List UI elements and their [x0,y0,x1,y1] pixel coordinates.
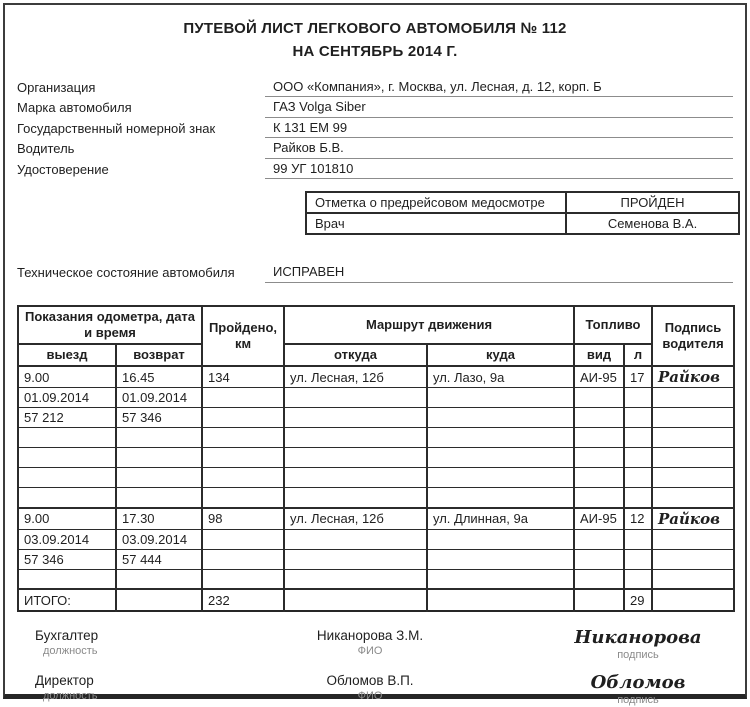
med-check-status: ПРОЙДЕН [566,192,739,213]
trip-cell [284,549,427,569]
trip-cell: 98 [202,508,284,530]
header-distance: Пройдено, км [202,306,284,367]
trip-cell: 01.09.2014 [116,388,202,408]
trip-cell: ул. Лесная, 12б [284,366,427,388]
signature-caption: подпись [617,649,659,662]
trip-cell [284,529,427,549]
trip-cell [116,428,202,448]
organization-value: ООО «Компания», г. Москва, ул. Лесная, д. 12, корп. Б [265,80,733,98]
driver-value: Райков Б.В. [265,141,733,159]
page-title [17,17,733,64]
driver-signature-cell [652,408,734,428]
header-driver-signature: Подпись водителя [652,306,734,367]
trip-cell [427,448,574,468]
trip-cell [427,428,574,448]
trip-cell [427,529,574,549]
trip-row [18,448,734,468]
position-caption: должность [43,645,98,658]
driver-signature-cell [652,589,734,611]
medical-check-table [305,191,740,235]
trip-cell: 16.45 [116,366,202,388]
trip-cell [624,488,652,508]
trip-cell [624,549,652,569]
field-label: Государственный номерной знак [17,120,216,136]
position-title: Бухгалтер [35,628,99,644]
signature-caption: подпись [617,694,659,707]
handwritten-signature: Обломов [590,672,686,694]
total-cell [284,589,427,611]
trip-row [18,428,734,448]
trip-cell [202,549,284,569]
trip-row [18,488,734,508]
trip-cell [624,468,652,488]
trip-cell [624,388,652,408]
tech-state-row [17,265,733,283]
trip-cell [624,569,652,589]
trip-row [18,569,734,589]
name-caption: ФИО [357,690,383,703]
driver-signature-cell [652,569,734,589]
trip-cell [427,468,574,488]
info-row-license [17,162,733,180]
trip-cell [574,488,624,508]
trip-cell [427,388,574,408]
trip-cell [624,529,652,549]
trip-cell: 134 [202,366,284,388]
trip-cell: 57 212 [18,408,116,428]
field-label: Марка автомобиля [17,100,132,115]
trip-cell: АИ-95 [574,366,624,388]
driver-signature-cell [652,428,734,448]
driver-signature-cell: Райков [652,508,734,530]
trip-cell [574,448,624,468]
trip-cell [574,569,624,589]
trip-row [18,388,734,408]
header-odometer: Показания одометра, дата и время [18,306,202,345]
trip-table-header [18,306,734,367]
car-brand-value: ГАЗ Volga Siber [265,100,733,118]
header-to: куда [427,344,574,366]
driver-signature-cell [652,388,734,408]
trip-cell [18,468,116,488]
trip-cell [284,388,427,408]
info-row-driver [17,141,733,159]
trip-cell [202,388,284,408]
driver-signature-cell [652,468,734,488]
trip-row [18,508,734,530]
trip-cell [284,428,427,448]
plate-number-value: К 131 ЕМ 99 [265,121,733,139]
signature-entry-director [17,673,733,707]
signatures-block [17,628,733,707]
trip-cell [202,529,284,549]
trip-cell [427,549,574,569]
trip-cell [202,569,284,589]
trip-cell [284,408,427,428]
trip-cell [18,448,116,468]
driver-signature-cell [652,448,734,468]
total-cell: 232 [202,589,284,611]
field-label: Организация [17,79,96,95]
trip-cell [624,408,652,428]
trip-cell [202,428,284,448]
trip-cell: 9.00 [18,508,116,530]
trip-cell: 9.00 [18,366,116,388]
trip-cell [18,569,116,589]
trip-cell: 57 346 [18,549,116,569]
trip-cell: ул. Длинная, 9а [427,508,574,530]
trip-cell: 01.09.2014 [18,388,116,408]
waybill-document [3,3,747,707]
trip-cell: 03.09.2014 [18,529,116,549]
signature-entry-accountant [17,628,733,662]
tech-state-label: Техническое состояние автомобиля [17,265,235,280]
header-depart: выезд [18,344,116,366]
total-cell [574,589,624,611]
trip-cell [202,488,284,508]
info-row-organization [17,80,733,98]
trip-cell [116,448,202,468]
tech-state-value: ИСПРАВЕН [265,265,733,283]
total-cell: ИТОГО: [18,589,116,611]
trip-cell [116,468,202,488]
name-caption: ФИО [357,645,383,658]
trip-cell [284,448,427,468]
header-from: откуда [284,344,427,366]
handwritten-signature: Никанорова [574,627,702,649]
trip-cell [427,408,574,428]
trip-cell [427,488,574,508]
title-line-1: ПУТЕВОЙ ЛИСТ ЛЕГКОВОГО АВТОМОБИЛЯ № 112 [183,20,567,37]
trip-row [18,366,734,388]
trip-cell [116,569,202,589]
driver-signature-cell: Райков [652,366,734,388]
trip-row [18,468,734,488]
position-title: Директор [35,673,94,689]
total-row [18,589,734,611]
trip-cell [18,428,116,448]
license-value: 99 УГ 101810 [265,162,733,180]
trip-cell [574,408,624,428]
trip-row [18,549,734,569]
driver-signature-cell [652,488,734,508]
trip-cell [18,488,116,508]
trip-cell: 17.30 [116,508,202,530]
trip-cell [284,569,427,589]
trip-cell: 12 [624,508,652,530]
trip-cell: 57 346 [116,408,202,428]
trip-cell: АИ-95 [574,508,624,530]
trip-cell [624,428,652,448]
header-return: возврат [116,344,202,366]
person-name: Никанорова З.М. [316,628,424,644]
position-caption: должность [43,690,98,703]
header-fuel-liters: л [624,344,652,366]
trip-cell: ул. Лазо, 9а [427,366,574,388]
trip-cell: 57 444 [116,549,202,569]
med-check-row [306,192,739,213]
total-cell: 29 [624,589,652,611]
header-fuel: Топливо [574,306,652,345]
trip-cell [624,448,652,468]
header-route: Маршрут движения [284,306,574,345]
trip-cell [202,408,284,428]
info-row-plate-number [17,121,733,139]
field-label: Удостоверение [17,161,109,177]
med-doctor-row [306,213,739,234]
trip-cell: ул. Лесная, 12б [284,508,427,530]
trip-cell [574,549,624,569]
total-cell [427,589,574,611]
trip-table-body [18,366,734,611]
total-cell [116,589,202,611]
trip-cell [284,468,427,488]
trip-cell: 17 [624,366,652,388]
trip-log-table [17,305,735,613]
med-check-label: Отметка о предрейсовом медосмотре [306,192,566,213]
trip-cell: 03.09.2014 [116,529,202,549]
header-fuel-type: вид [574,344,624,366]
trip-cell [116,488,202,508]
trip-cell [284,488,427,508]
trip-cell [202,468,284,488]
trip-cell [574,388,624,408]
trip-cell [574,468,624,488]
title-line-2: НА СЕНТЯБРЬ 2014 Г. [292,43,458,61]
trip-cell [202,448,284,468]
trip-cell [427,569,574,589]
trip-row [18,408,734,428]
trip-cell [574,529,624,549]
doctor-label: Врач [306,213,566,234]
trip-cell [574,428,624,448]
field-label: Водитель [17,141,75,156]
person-name: Обломов В.П. [326,673,414,689]
info-row-car-brand [17,100,733,118]
info-fields [17,80,733,180]
trip-row [18,529,734,549]
doctor-name: Семенова В.А. [566,213,739,234]
driver-signature-cell [652,549,734,569]
driver-signature-cell [652,529,734,549]
